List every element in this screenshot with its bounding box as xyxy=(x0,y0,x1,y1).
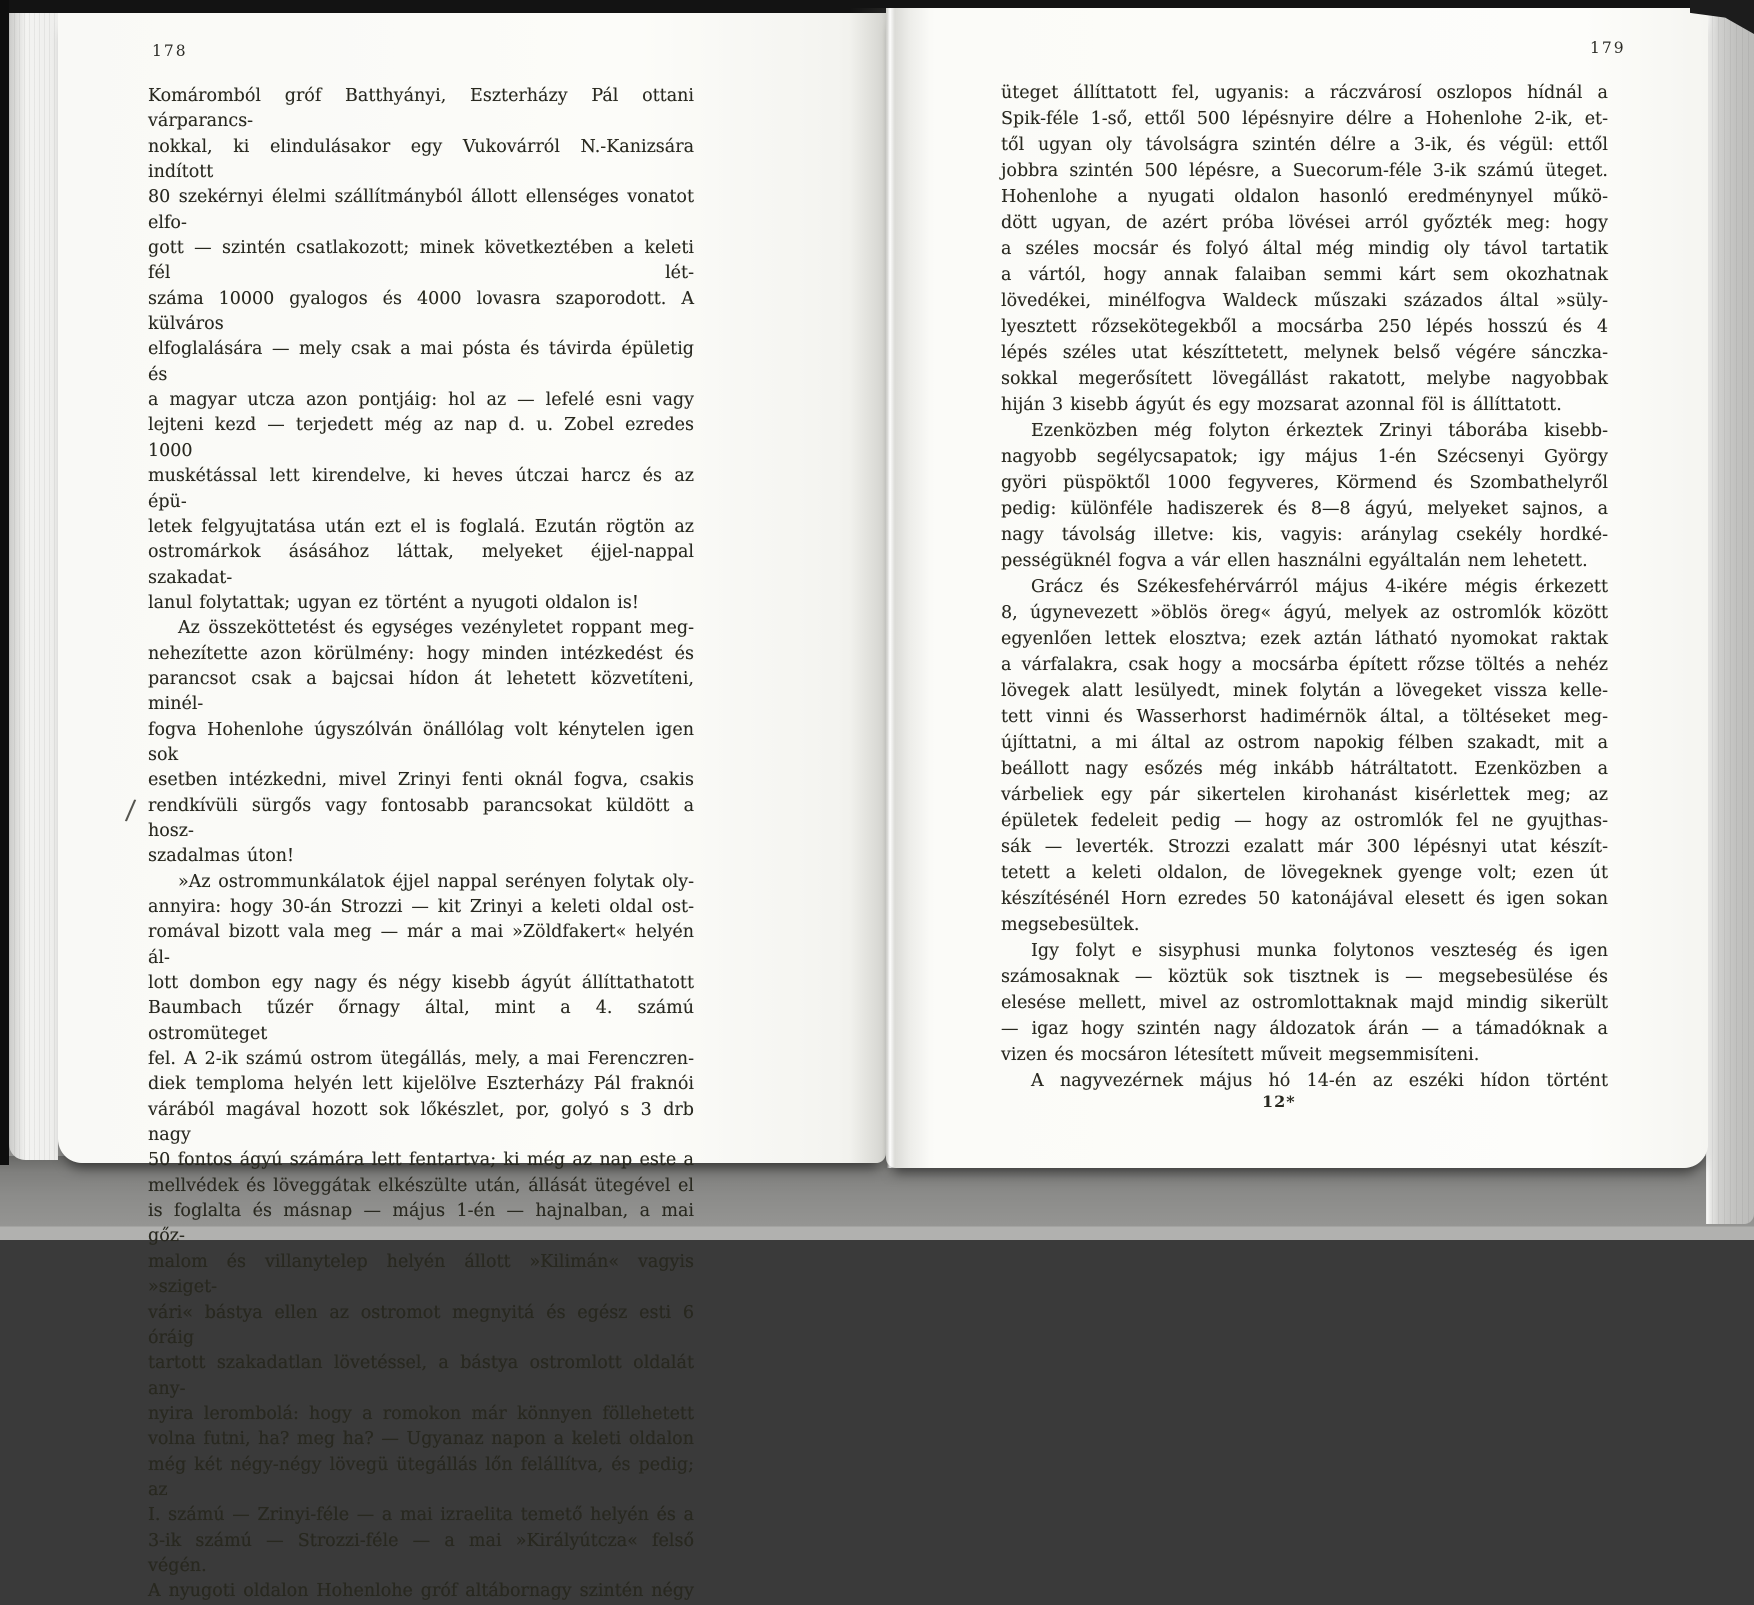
text-line: gott — szintén csatlakozott; minek következtében a keleti fél lét- xyxy=(148,238,694,284)
text-line: tetett a keleti oldalon, de lövegeknek gyenge volt; ezen út xyxy=(1001,863,1608,883)
text-line: elfoglalására — mely csak a mai pósta és távirda épületig és xyxy=(148,339,694,385)
text-line: Komáromból gróf Batthyányi, Eszterházy Pál ottani várparancs- xyxy=(148,86,694,132)
text-line: volna futni, ha? meg ha? — Ugyanaz napon a keleti oldalon xyxy=(148,1429,694,1450)
text-line: is foglalta és másnap — május 1-én — hajnalban, a mai gőz- xyxy=(148,1201,694,1247)
text-line: lanul folytattak; ugyan ez történt a nyugoti oldalon is! xyxy=(148,592,639,613)
text-line: fogva Hohenlohe úgyszólván önállólag volt kénytelen igen sok xyxy=(148,719,694,765)
text-line: A nagyvezérnek május hó 14-én az eszéki hídon történt xyxy=(1031,1071,1608,1091)
text-line: tett vinni és Wasserhorst hadimérnök által, a töltéseket meg- xyxy=(1001,707,1608,727)
text-line: sokkal megerősített lövegállást rakatott, melybe nagyobbak xyxy=(1001,369,1608,389)
text-line: Igy folyt e sisyphusi munka folytonos veszteség és igen xyxy=(1031,941,1608,961)
text-line: lépés széles utat készíttetett, melynek belső végére sánczka- xyxy=(1001,343,1608,363)
text-line: elesése mellett, mivel az ostromlottaknak majd mindig sikerült xyxy=(1001,993,1608,1013)
text-line: nagy távolság illetve: kis, vagyis: aránylag csekély hordké- xyxy=(1001,525,1608,545)
paragraph xyxy=(148,84,694,616)
text-line: lövedékei, minélfogva Waldeck műszaki százados által »süly- xyxy=(1001,291,1608,311)
text-line: a széles mocsár és folyó által még mindig oly távol tartatik xyxy=(1001,239,1608,259)
text-line: üteget állíttatott fel, ugyanis: a ráczvárosí oszlopos hídnál a xyxy=(1001,83,1608,103)
paragraph xyxy=(1001,80,1608,418)
text-line: száma 10000 gyalogos és 4000 lovasra szaporodott. A külváros xyxy=(148,288,694,335)
text-line: Spik-féle 1-ső, ettől 500 lépésnyire délre a Hohenlohe 2-ik, et- xyxy=(1001,109,1608,129)
text-line: még két négy-négy lövegü ütegállás lőn felállítva, és pedig; az xyxy=(148,1454,694,1500)
paragraph xyxy=(148,616,694,869)
text-line: Baumbach tűzér őrnagy által, mint a 4. számú ostromüteget xyxy=(148,998,694,1044)
text-line: várbeliek egy pár sikertelen kirohanást kisérlettek meg; az xyxy=(1001,785,1608,805)
text-line: györi püspöktől 1000 fegyveres, Körmend és Szombathelyről xyxy=(1001,473,1608,493)
text-line: »Az ostrommunkálatok éjjel nappal serényen folytak oly- xyxy=(178,871,694,892)
paragraph xyxy=(1001,938,1608,1068)
text-line: Ezenközben még folyton érkeztek Zrinyi táborába kisebb- xyxy=(1031,421,1608,441)
text-line: egyenlően lettek elosztva; ezek aztán látható nyomokat raktak xyxy=(1001,629,1608,649)
paragraph xyxy=(1001,574,1608,938)
page-number-right: 179 xyxy=(1590,39,1626,57)
text-line: Grácz és Székesfehérvárról május 4-ikére mégis érkezett xyxy=(1031,577,1608,597)
text-line: annyira: hogy 30-án Strozzi — kit Zrinyi a keleti oldal ost- xyxy=(148,897,694,917)
text-line: diek temploma helyén lett kijelölve Eszterházy Pál fraknói xyxy=(148,1074,694,1095)
text-line: tartott szakadatlan lövetéssel, a bástya ostromlott oldalát any- xyxy=(148,1353,694,1399)
text-line: től ugyan oly távolságra szintén délre a 3-ik, és végül: ettől xyxy=(1001,135,1608,155)
text-line: lövegek alatt lesülyedt, minek folytán a lövegeket vissza kelle- xyxy=(1001,681,1608,701)
right-page-text xyxy=(1001,80,1608,1094)
text-line: beállott nagy esőzés még inkább hátráltatott. Ezenközben a xyxy=(1001,759,1608,779)
text-line: épületek fedeleit pedig — hogy az ostromlók fel ne gyujthas- xyxy=(1001,811,1608,831)
page-number-left: 178 xyxy=(152,42,188,60)
text-line: dött ugyan, de azért próba lövései arról győzték meg: hogy xyxy=(1001,213,1608,233)
pencil-mark: ∕ xyxy=(124,794,137,827)
text-line: várából magával hozott sok lőkészlet, por, golyó s 3 drb nagy xyxy=(148,1099,694,1146)
text-line: újíttatni, a mi által az ostrom napokig félben szakadt, mit a xyxy=(1001,733,1608,753)
text-line: hiján 3 kisebb ágyút és egy mozsarat azonnal föl is állíttatott. xyxy=(1001,395,1562,415)
scan-left-border xyxy=(0,0,9,1165)
text-line: muskétással lett kirendelve, ki heves útczai harcz és az épü- xyxy=(148,466,694,512)
text-line: rendkívüli sürgős vagy fontosabb parancsokat küldött a hosz- xyxy=(148,795,694,841)
text-line: megsebesültek. xyxy=(1001,915,1140,935)
text-line: jobbra szintén 500 lépésre, a Suecorum-féle 3-ik számú üteget. xyxy=(1001,161,1608,181)
text-line: sák — leverték. Strozzi ezalatt már 300 lépésnyi utat készít- xyxy=(1001,837,1608,857)
text-line: nyira lerombolá: hogy a romokon már könnyen föllehetett xyxy=(148,1403,694,1424)
paragraph xyxy=(148,870,694,1605)
text-line: 8, úgynevezett »öblös öreg« ágyú, melyek az ostromlók között xyxy=(1001,603,1608,623)
text-line: vizen és mocsáron létesített műveit megsemmisíteni. xyxy=(1001,1045,1480,1065)
text-line: készítésénél Horn ezredes 50 katonájával elesett és igen sokan xyxy=(1001,889,1608,909)
text-line: a várfalakra, csak hogy a mocsárba épített rőzse töltés a nehéz xyxy=(1001,655,1608,675)
signature-mark: 12* xyxy=(1262,1092,1296,1111)
left-page-text xyxy=(148,84,694,1605)
text-line: Hohenlohe a nyugati oldalon hasonló eredménynyel műkö- xyxy=(1001,187,1608,207)
text-line: mellvédek és löveggátak elkészülte után, állását ütegével el xyxy=(148,1175,694,1196)
text-line: számosaknak — köztük sok tisztnek is — megsebesülése és xyxy=(1001,967,1608,987)
text-line: — igaz hogy szintén nagy áldozatok árán — a támadóknak a xyxy=(1001,1019,1608,1039)
paragraph xyxy=(1001,1068,1608,1094)
text-line: nagyobb segélycsapatok; igy május 1-én Szécsenyi György xyxy=(1001,447,1608,467)
text-line: szadalmas úton! xyxy=(148,846,295,867)
text-line: romával bizott vala meg — már a mai »Zöldfakert« helyén ál- xyxy=(148,922,694,968)
text-line: esetben intézkedni, mivel Zrinyi fenti oknál fogva, csakis xyxy=(148,770,694,791)
right-page-edges xyxy=(1706,4,1754,1224)
text-line: I. számú — Zrinyi-féle — a mai izraelita temető helyén és a xyxy=(148,1505,694,1526)
text-line: 3-ik számú — Strozzi-féle — a mai »Királyútcza« felső végén. xyxy=(148,1530,694,1576)
text-line: vári« bástya ellen az ostromot megnyitá és egész esti 6 óráig xyxy=(148,1302,694,1348)
text-line: A nyugoti oldalon Hohenlohe gróf altábornagy szintén négy xyxy=(148,1581,694,1602)
text-line: Az összeköttetést és egységes vezényletet roppant meg- xyxy=(178,618,694,639)
text-line: pességüknél fogva a vár ellen használni egyáltalán nem lehetett. xyxy=(1001,551,1588,571)
text-line: parancsot csak a bajcsai hídon át lehetett közvetíteni, minél- xyxy=(148,668,694,715)
text-line: a magyar utcza azon pontjáig: hol az — lefelé esni vagy xyxy=(148,390,694,411)
text-line: lejteni kezd — terjedett még az nap d. u. Zobel ezredes 1000 xyxy=(148,415,694,461)
paragraph xyxy=(1001,418,1608,574)
text-line: 80 szekérnyi élelmi szállítmányból állott ellenséges vonatot elfo- xyxy=(148,187,694,233)
text-line: letek felgyujtatása után ezt el is foglalá. Ezután rögtön az xyxy=(148,516,694,537)
text-line: malom és villanytelep helyén állott »Kilimán« vagyis »sziget- xyxy=(148,1251,694,1298)
text-line: fel. A 2-ik számú ostrom ütegállás, mely, a mai Ferenczren- xyxy=(148,1049,694,1070)
text-line: lott dombon egy nagy és négy kisebb ágyút állíttathatott xyxy=(148,973,694,994)
text-line: nehezítette azon körülmény: hogy minden intézkedést és xyxy=(148,643,694,664)
text-line: ostromárkok ásásához láttak, melyeket éjjel-nappal szakadat- xyxy=(148,542,694,588)
text-line: 50 fontos ágyú számára lett fentartva; ki még az nap este a xyxy=(148,1150,694,1171)
left-page-edges xyxy=(9,13,58,1160)
text-line: lyesztett rőzsekötegekből a mocsárba 250 lépés hosszú és 4 xyxy=(1001,317,1608,337)
text-line: a vártól, hogy annak falaiban semmi kárt sem okozhatnak xyxy=(1001,265,1608,285)
text-line: pedig: különféle hadiszerek és 8—8 ágyú, melyeket sajnos, a xyxy=(1001,499,1608,519)
text-line: nokkal, ki elindulásakor egy Vukovárról N.-Kanizsára indított xyxy=(148,136,694,183)
